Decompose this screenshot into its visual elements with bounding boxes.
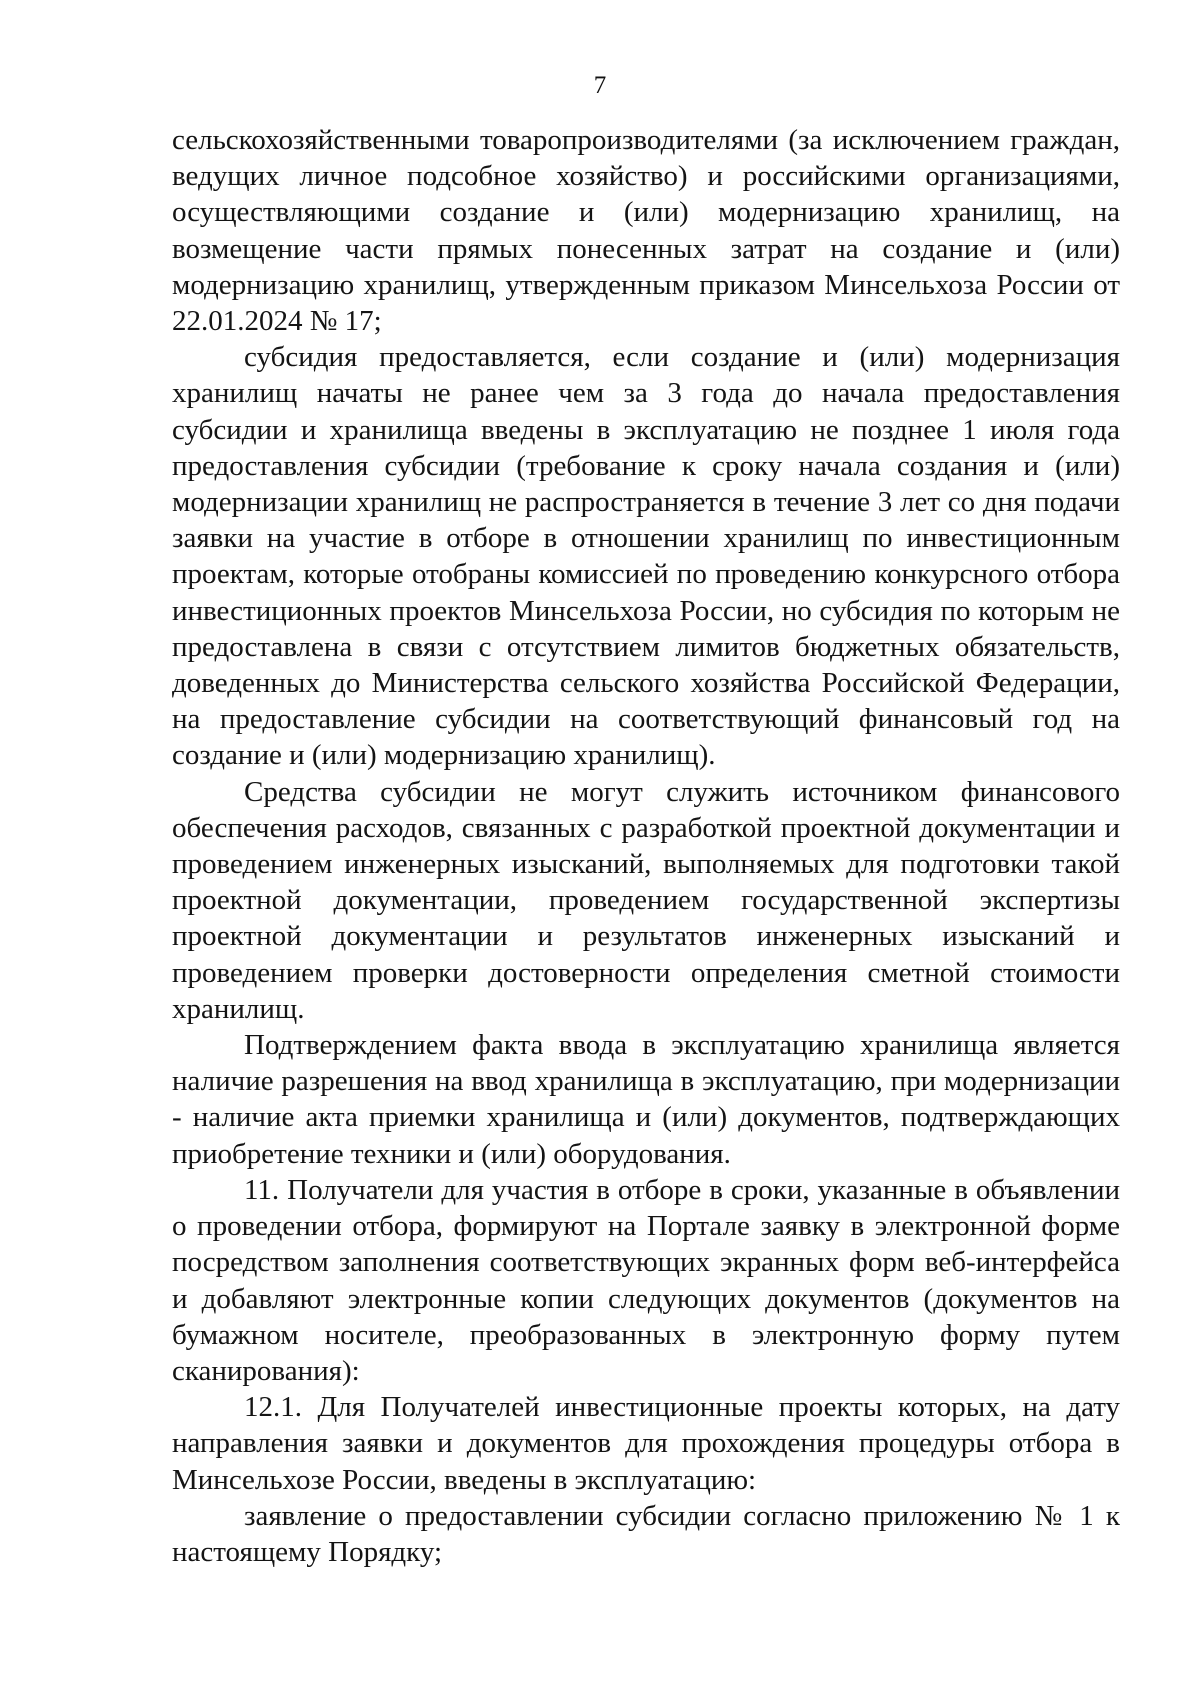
document-body	[172, 122, 1120, 1570]
paragraph-subsidy-condition: субсидия предоставляется, если создание и (или) модернизация хранилищ начаты не ранее чем за 3 года до начала предоставления субсидии и хранилища введены в эксплуатацию не позднее 1 июля года предоставления субсидии (требование к сроку начала создания и (или) модернизации хранилищ не распространяется в течение 3 лет со дня подачи заявки на участие в отборе в отношении хранилищ по инвестиционным проектам, которые отобраны комиссией по проведению конкурсного отбора инвестиционных проектов Минсельхоза России, но субсидия по которым не предоставлена в связи с отсутствием лимитов бюджетных обязательств, доведенных до Министерства сельского хозяйства Российской Федерации, на предоставление субсидии на соответствующий финансовый год на создание и (или) модернизацию хранилищ).	[172, 341, 1120, 772]
paragraph-commissioning-proof: Подтверждением факта ввода в эксплуатацию хранилища является наличие разрешения на ввод хранилища в эксплуатацию, при модернизации - наличие акта приемки хранилища и (или) документов, подтверждающих приобретение техники и (или) оборудования.	[172, 1029, 1120, 1170]
paragraph-item-12-1: 12.1. Для Получателей инвестиционные проекты которых, на дату направления заявки и документов для прохождения процедуры отбора в Минсельхозе России, введены в эксплуатацию:	[172, 1391, 1120, 1496]
paragraph-subsidy-restrictions: Средства субсидии не могут служить источником финансового обеспечения расходов, связанных с разработкой проектной документации и проведением инженерных изысканий, выполняемых для подготовки такой проектной документации, проведением государственной экспертизы проектной документации и результатов инженерных изысканий и проведением проверки достоверности определения сметной стоимости хранилищ.	[172, 775, 1120, 1025]
paragraph-application-statement: заявление о предоставлении субсидии согласно приложению № 1 к настоящему Порядку;	[172, 1499, 1120, 1568]
paragraph-continuation: сельскохозяйственными товаропроизводителями (за исключением граждан, ведущих личное подсобное хозяйство) и российскими организациями, осуществляющими создание и (или) модернизацию хранилищ, на возмещение части прямых понесенных затрат на создание и (или) модернизацию хранилищ, утвержденным приказом Минсельхоза России от 22.01.2024 № 17;	[172, 124, 1120, 338]
paragraph-item-11: 11. Получатели для участия в отборе в сроки, указанные в объявлении о проведении отбора, формируют на Портале заявку в электронной форме посредством заполнения соответствующих экранных форм веб-интерфейса и добавляют электронные копии следующих документов (документов на бумажном носителе, преобразованных в электронную форму путем сканирования):	[172, 1173, 1120, 1387]
page-number: 7	[593, 72, 607, 99]
